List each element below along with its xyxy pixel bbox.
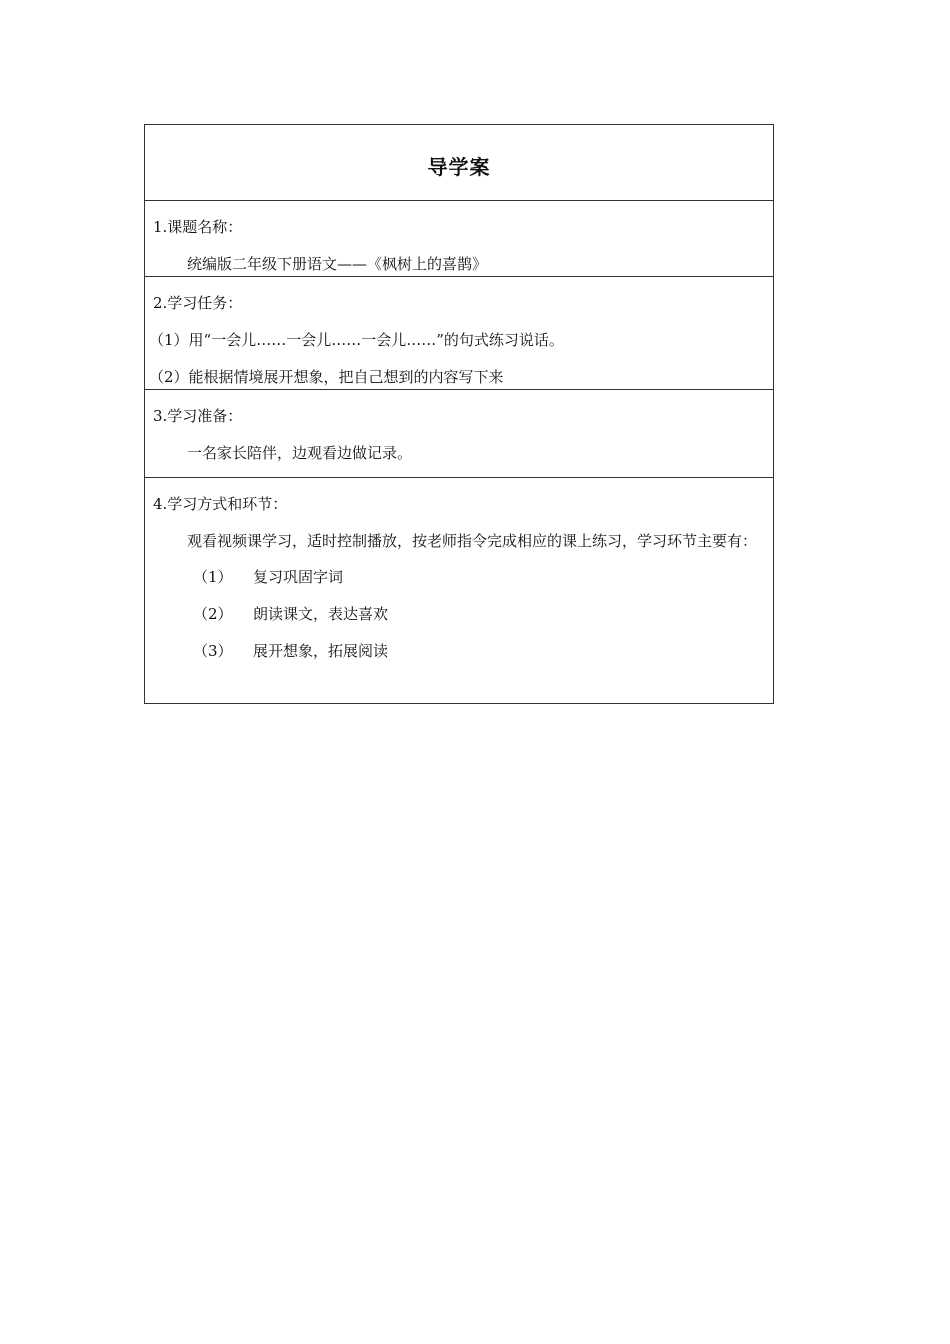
method-step-3: [153, 633, 765, 670]
step-text: 展开想象，拓展阅读: [253, 642, 389, 660]
document-title: 导学案: [427, 155, 491, 179]
step-number: （1）: [193, 568, 233, 586]
title-row: [145, 125, 773, 201]
section-topic: [145, 201, 773, 277]
section-preparation: [145, 390, 773, 478]
section-tasks: [145, 277, 773, 390]
preparation-content: 一名家长陪伴，边观看边做记录。: [187, 444, 413, 462]
section-method: [145, 478, 773, 703]
task-item-2: （2）能根据情境展开想象，把自己想到的内容写下来: [149, 368, 504, 386]
step-number: （2）: [193, 605, 233, 623]
method-paragraph: 观看视频课学习，适时控制播放，按老师指令完成相应的课上练习，学习环节主要有：: [187, 532, 758, 550]
study-guide-table: [144, 124, 774, 704]
step-number: （3）: [193, 642, 233, 660]
topic-heading: 1.课题名称：: [153, 218, 243, 236]
tasks-heading: 2.学习任务：: [153, 294, 243, 312]
topic-content: 统编版二年级下册语文——《枫树上的喜鹊》: [187, 255, 488, 273]
method-step-1: [153, 559, 765, 596]
preparation-heading: 3.学习准备：: [153, 407, 243, 425]
task-item-1: （1）用“一会儿……一会儿……一会儿……”的句式练习说话。: [149, 331, 564, 349]
method-step-2: [153, 596, 765, 633]
step-text: 复习巩固字词: [253, 568, 344, 586]
step-text: 朗读课文，表达喜欢: [253, 605, 389, 623]
method-heading: 4.学习方式和环节：: [153, 495, 288, 513]
